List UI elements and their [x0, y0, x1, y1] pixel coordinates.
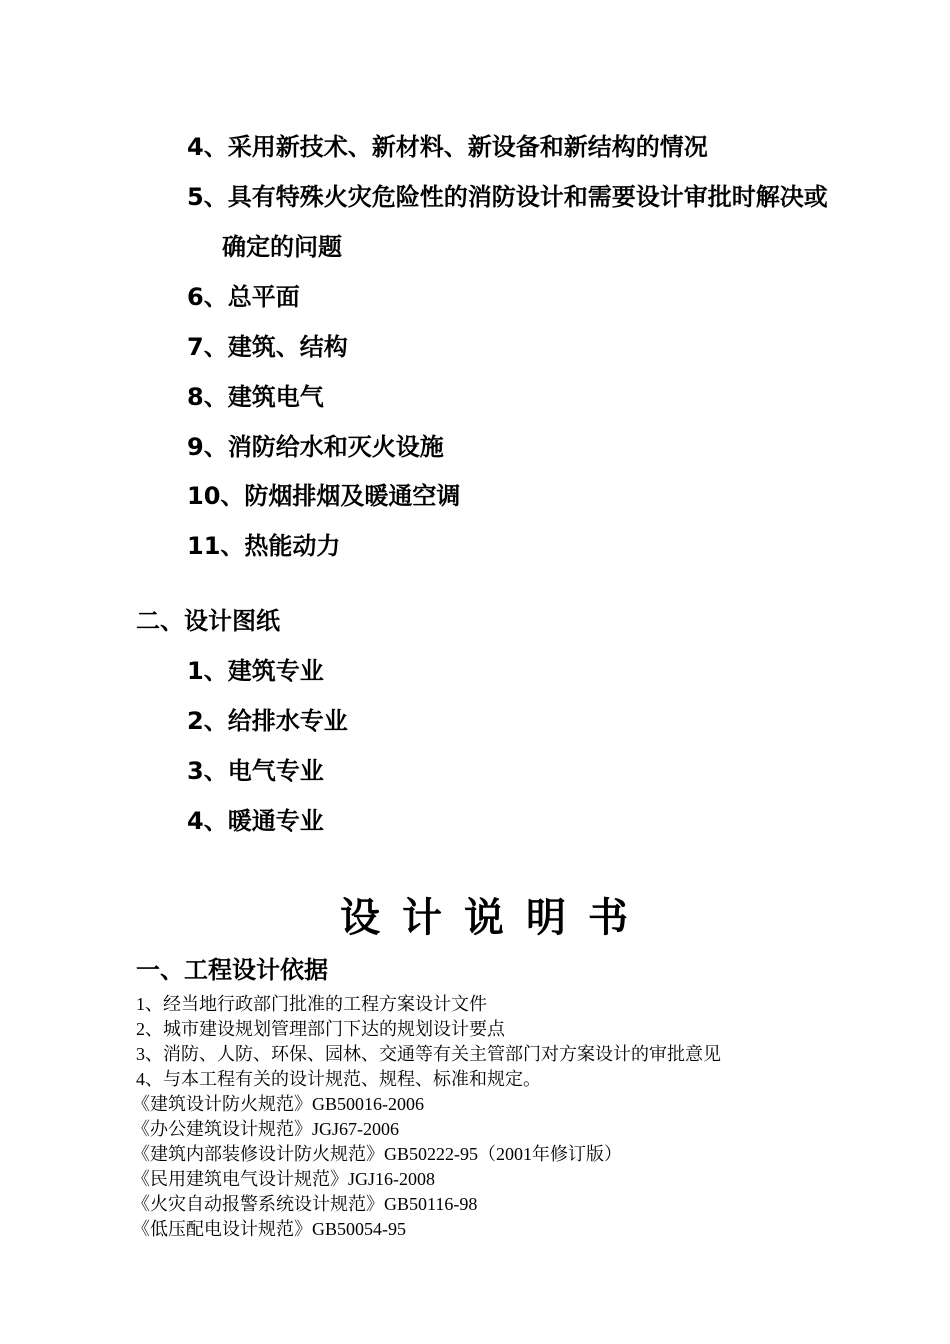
reference-fire-code: 《建筑设计防火规范》GB50016-2006 — [132, 1094, 424, 1114]
outline-item-4: 4、采用新技术、新材料、新设备和新结构的情况 — [187, 133, 708, 161]
reference-low-voltage-code: 《低压配电设计规范》GB50054-95 — [132, 1219, 406, 1239]
outline-item-5: 5、具有特殊火灾危险性的消防设计和需要设计审批时解决或 — [187, 183, 828, 211]
drawing-item-hvac: 4、暖通专业 — [187, 807, 324, 835]
outline-item-10: 10、防烟排烟及暖通空调 — [187, 482, 461, 510]
drawing-item-plumbing: 2、给排水专业 — [187, 707, 348, 735]
basis-paragraph-3: 3、消防、人防、环保、园林、交通等有关主管部门对方案设计的审批意见 — [136, 1044, 721, 1064]
basis-paragraph-4: 4、与本工程有关的设计规范、规程、标准和规定。 — [136, 1069, 541, 1089]
outline-item-5-continuation: 确定的问题 — [222, 233, 342, 261]
reference-office-code: 《办公建筑设计规范》JGJ67-2006 — [132, 1119, 400, 1139]
drawing-item-architecture: 1、建筑专业 — [187, 657, 324, 685]
section-one-heading: 一、工程设计依据 — [136, 956, 328, 984]
reference-interior-fire-code: 《建筑内部装修设计防火规范》GB50222-95（2001年修订版） — [132, 1144, 622, 1164]
outline-item-11: 11、热能动力 — [187, 532, 341, 560]
basis-paragraph-1: 1、经当地行政部门批准的工程方案设计文件 — [136, 994, 487, 1014]
reference-electrical-code: 《民用建筑电气设计规范》JGJ16-2008 — [132, 1169, 436, 1189]
outline-item-6: 6、总平面 — [187, 283, 300, 311]
reference-fire-alarm-code: 《火灾自动报警系统设计规范》GB50116-98 — [132, 1194, 478, 1214]
document-title: 设计说明书 — [340, 895, 650, 941]
outline-item-8: 8、建筑电气 — [187, 383, 324, 411]
outline-item-7: 7、建筑、结构 — [187, 333, 348, 361]
drawing-item-electrical: 3、电气专业 — [187, 757, 324, 785]
basis-paragraph-2: 2、城市建设规划管理部门下达的规划设计要点 — [136, 1019, 505, 1039]
section-two-heading: 二、设计图纸 — [136, 607, 280, 635]
outline-item-9: 9、消防给水和灭火设施 — [187, 433, 444, 461]
